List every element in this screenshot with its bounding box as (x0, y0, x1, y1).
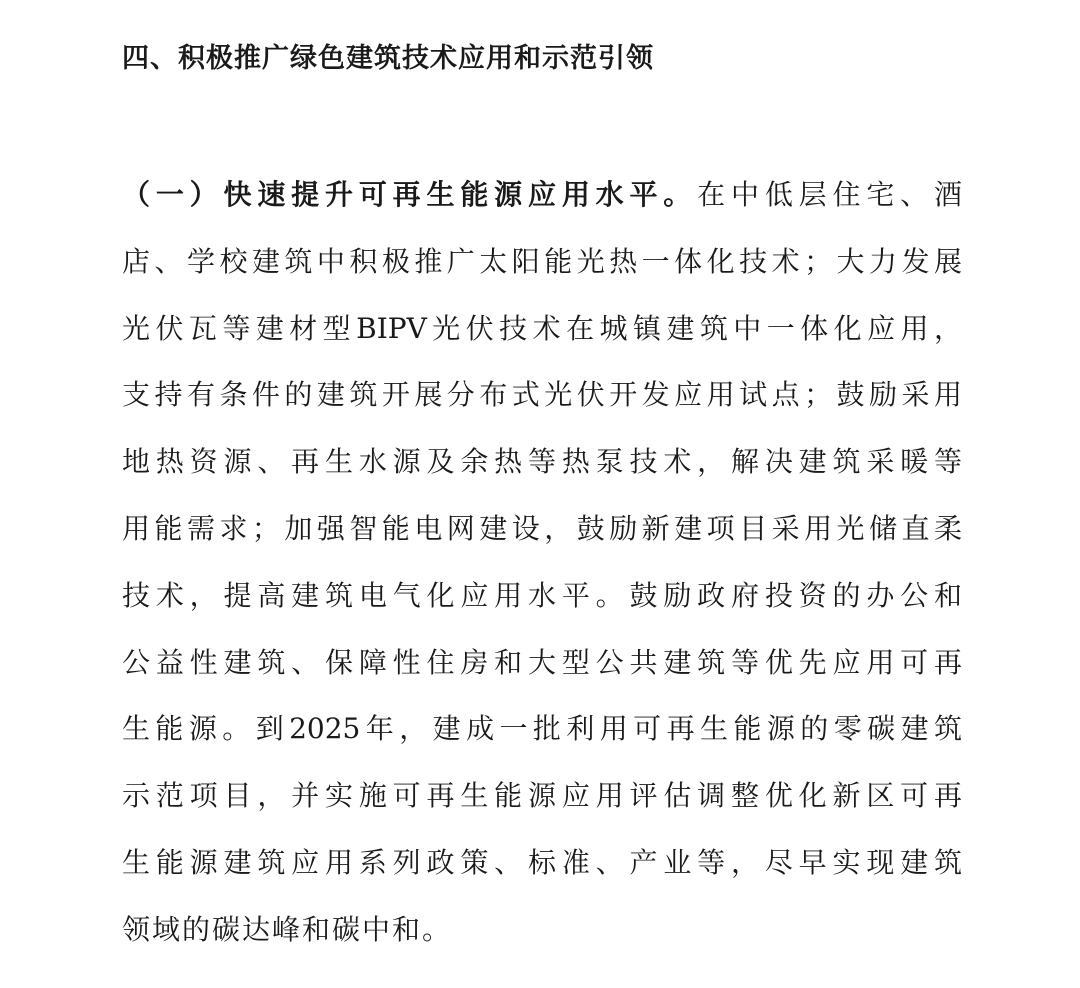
paragraph-text: 在中低层住宅、酒 (697, 178, 962, 211)
subsection-title: 快速提升可再生能源应用水平。 (223, 178, 698, 211)
section-heading: 四、积极推广绿色建筑技术应用和示范引领 (122, 43, 654, 74)
paragraph-line: 生能源。到2025年，建成一批利用可再生能源的零碳建筑 (122, 712, 962, 746)
paragraph-line: 技术，提高建筑电气化应用水平。鼓励政府投资的办公和 (122, 578, 962, 612)
paragraph-line: 地热资源、再生水源及余热等热泵技术，解决建筑采暖等 (122, 445, 962, 479)
paragraph-line: 生能源建筑应用系列政策、标准、产业等，尽早实现建筑 (122, 845, 962, 879)
paragraph-line: 用能需求；加强智能电网建设，鼓励新建项目采用光储直柔 (122, 511, 962, 545)
paragraph-line: 支持有条件的建筑开展分布式光伏开发应用试点；鼓励采用 (122, 378, 962, 412)
body-paragraph (122, 162, 962, 964)
paragraph-line-1 (122, 162, 962, 229)
paragraph-line: 领域的碳达峰和碳中和。 (122, 912, 453, 946)
paragraph-line: 公益性建筑、保障性住房和大型公共建筑等优先应用可再 (122, 645, 962, 679)
paragraph-line: 店、学校建筑中积极推广太阳能光热一体化技术；大力发展 (122, 244, 962, 278)
subsection-number: （一） (122, 178, 224, 211)
paragraph-line: 示范项目，并实施可再生能源应用评估调整优化新区可再 (122, 779, 962, 813)
paragraph-line: 光伏瓦等建材型BIPV光伏技术在城镇建筑中一体化应用， (122, 311, 962, 345)
